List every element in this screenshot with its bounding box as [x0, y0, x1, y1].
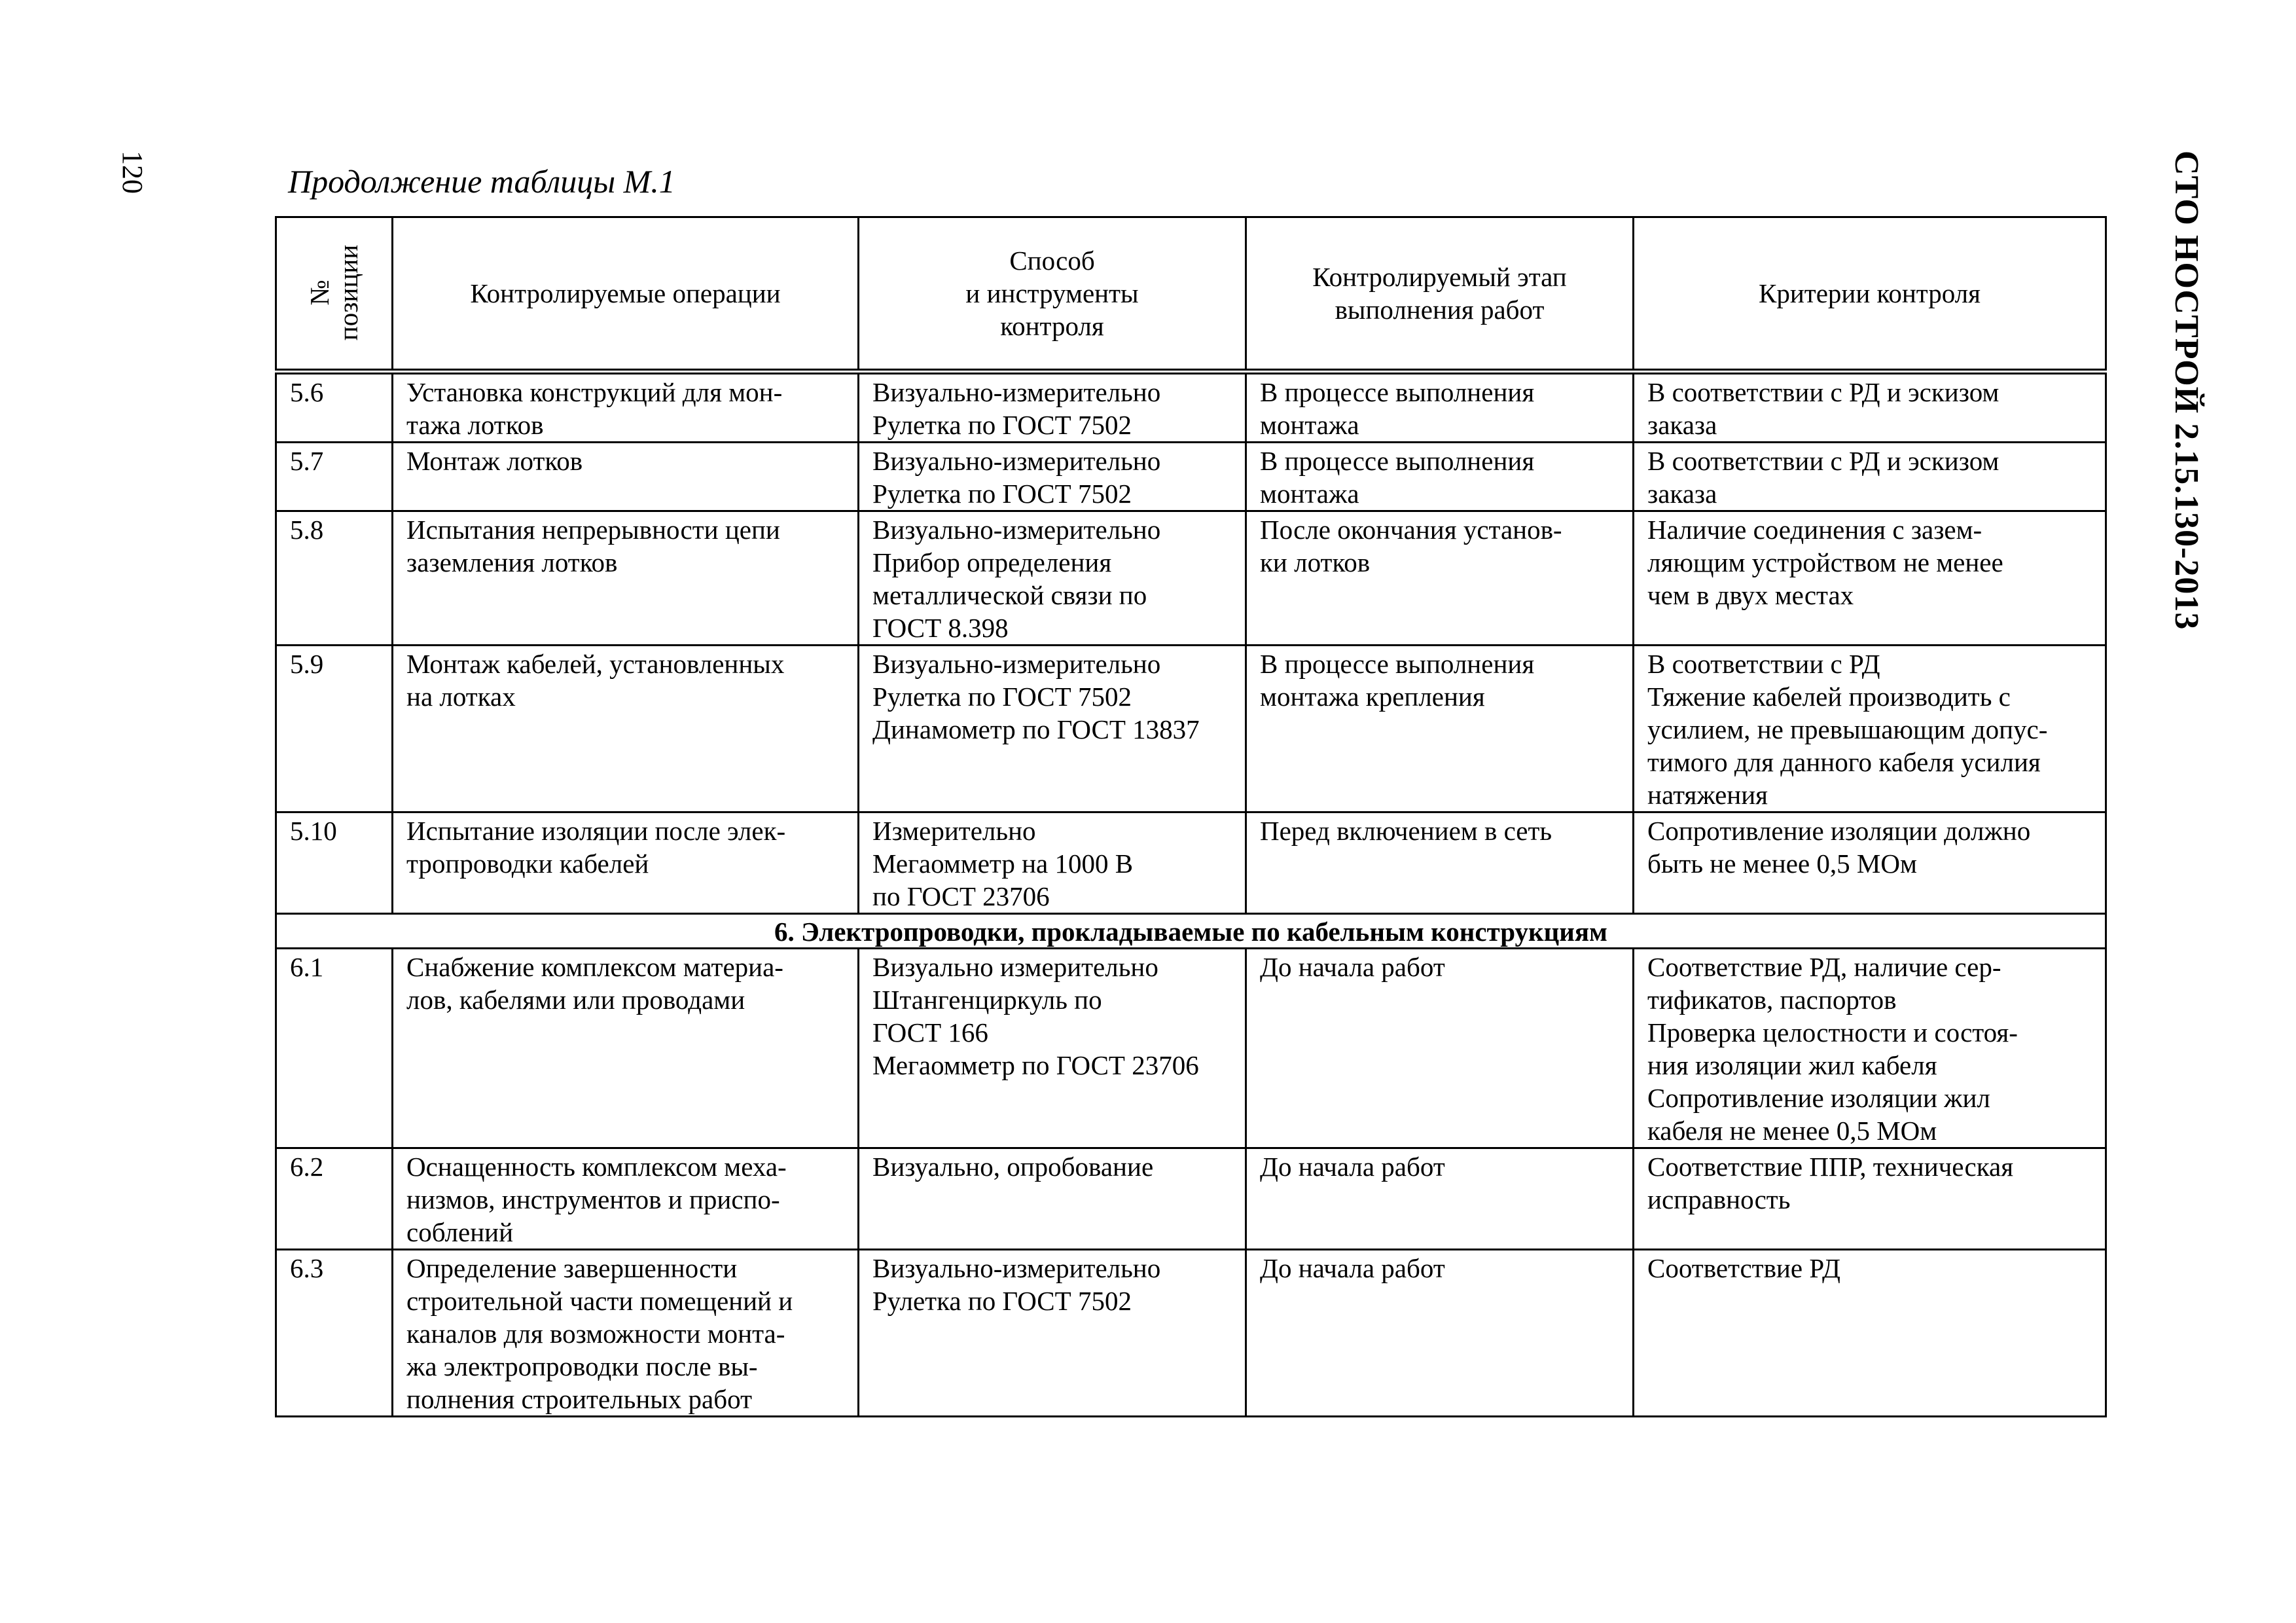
cell-method: Визуально-измерительно Рулетка по ГОСТ 7502 Динамометр по ГОСТ 13837 — [859, 646, 1246, 812]
cell-operation: Снабжение комплексом материа- лов, кабелями или проводами — [393, 949, 859, 1148]
cell-stage: В процессе выполнения монтажа — [1246, 372, 1634, 443]
section-row — [276, 914, 2106, 949]
cell-position: 5.8 — [276, 511, 393, 646]
cell-method: Визуально, опробование — [859, 1148, 1246, 1250]
table-row — [276, 949, 2106, 1148]
cell-position: 5.7 — [276, 443, 393, 511]
cell-position: 5.6 — [276, 372, 393, 443]
cell-criteria: В соответствии с РД и эскизом заказа — [1634, 372, 2106, 443]
cell-position: 6.2 — [276, 1148, 393, 1250]
cell-stage: До начала работ — [1246, 1148, 1634, 1250]
cell-operation: Определение завершенности строительной части помещений и каналов для возможности монта- жа электропроводки после вы- полнения строительных работ — [393, 1250, 859, 1417]
header-method: Способ и инструменты контроля — [859, 217, 1246, 372]
cell-method: Визуально-измерительно Рулетка по ГОСТ 7502 — [859, 443, 1246, 511]
cell-criteria: Соответствие ППР, техническая исправность — [1634, 1148, 2106, 1250]
cell-criteria: В соответствии с РД Тяжение кабелей производить с усилием, не превышающим допус- тимого для данного кабеля усилия натяжения — [1634, 646, 2106, 812]
cell-stage: До начала работ — [1246, 949, 1634, 1148]
cell-method: Визуально-измерительно Рулетка по ГОСТ 7502 — [859, 1250, 1246, 1417]
cell-operation: Монтаж лотков — [393, 443, 859, 511]
cell-operation: Оснащенность комплексом меха- низмов, инструментов и приспо- соблений — [393, 1148, 859, 1250]
cell-position: 6.1 — [276, 949, 393, 1148]
cell-stage: В процессе выполнения монтажа крепления — [1246, 646, 1634, 812]
cell-operation: Испытания непрерывности цепи заземления лотков — [393, 511, 859, 646]
table-row — [276, 1148, 2106, 1250]
table-row — [276, 511, 2106, 646]
header-operations: Контролируемые операции — [393, 217, 859, 372]
cell-stage: Перед включением в сеть — [1246, 812, 1634, 914]
cell-operation: Испытание изоляции после элек- тропроводки кабелей — [393, 812, 859, 914]
cell-position: 6.3 — [276, 1250, 393, 1417]
cell-stage: После окончания установ- ки лотков — [1246, 511, 1634, 646]
cell-position: 5.10 — [276, 812, 393, 914]
cell-criteria: Наличие соединения с зазем- ляющим устройством не менее чем в двух местах — [1634, 511, 2106, 646]
cell-operation: Установка конструкций для мон- тажа лотков — [393, 372, 859, 443]
table-row — [276, 812, 2106, 914]
header-position-label: № позиции — [304, 244, 364, 340]
table-row — [276, 443, 2106, 511]
cell-operation: Монтаж кабелей, установленных на лотках — [393, 646, 859, 812]
cell-criteria: В соответствии с РД и эскизом заказа — [1634, 443, 2106, 511]
cell-method: Визуально-измерительно Рулетка по ГОСТ 7502 — [859, 372, 1246, 443]
cell-position: 5.9 — [276, 646, 393, 812]
cell-method: Измерительно Мегаомметр на 1000 В по ГОСТ 23706 — [859, 812, 1246, 914]
cell-stage: До начала работ — [1246, 1250, 1634, 1417]
control-table — [275, 216, 2107, 1417]
header-criteria: Критерии контроля — [1634, 217, 2106, 372]
document-code: СТО НОСТРОЙ 2.15.130-2013 — [2168, 151, 2205, 630]
cell-method: Визуально измерительно Штангенциркуль по ГОСТ 166 Мегаомметр по ГОСТ 23706 — [859, 949, 1246, 1148]
header-row — [276, 217, 2106, 372]
section-title: 6. Электропроводки, прокладываемые по кабельным конструкциям — [276, 914, 2106, 949]
header-position — [276, 217, 393, 372]
cell-criteria: Соответствие РД, наличие сер- тификатов, паспортов Проверка целостности и состоя- ния изоляции жил кабеля Сопротивление изоляции жил кабеля не менее 0,5 МОм — [1634, 949, 2106, 1148]
cell-criteria: Сопротивление изоляции должно быть не менее 0,5 МОм — [1634, 812, 2106, 914]
cell-stage: В процессе выполнения монтажа — [1246, 443, 1634, 511]
cell-criteria: Соответствие РД — [1634, 1250, 2106, 1417]
header-stage: Контролируемый этап выполнения работ — [1246, 217, 1634, 372]
page-number: 120 — [117, 151, 149, 194]
table-row — [276, 646, 2106, 812]
table-row — [276, 1250, 2106, 1417]
cell-method: Визуально-измерительно Прибор определения металлической связи по ГОСТ 8.398 — [859, 511, 1246, 646]
table-row — [276, 372, 2106, 443]
table-caption: Продолжение таблицы М.1 — [288, 163, 675, 200]
